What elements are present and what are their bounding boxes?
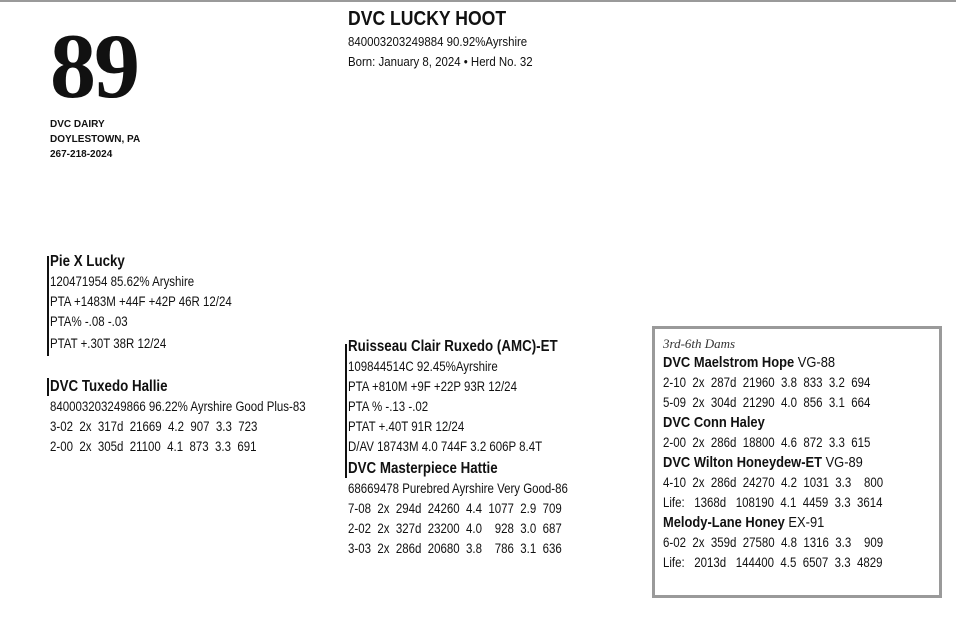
grandsire-line: D/AV 18743M 4.0 744F 3.2 606P 8.4T xyxy=(348,439,543,454)
granddam-line: 3-03 2x 286d 20680 3.8 786 3.1 636 xyxy=(348,541,562,556)
dam6-line: 6-02 2x 359d 27580 4.8 1316 3.3 909 xyxy=(663,535,884,550)
dam4-name: DVC Conn Haley xyxy=(663,414,765,431)
lot-number: 89 xyxy=(50,15,138,117)
sire-name: Pie X Lucky xyxy=(50,253,125,270)
maternal-grandsire-block xyxy=(348,336,592,457)
dam3-classification: VG-88 xyxy=(794,354,836,371)
dam3-line: 2-10 2x 287d 21960 3.8 833 3.2 694 xyxy=(663,375,871,390)
dam4-line: 2-00 2x 286d 18800 4.6 872 3.3 615 xyxy=(663,435,871,450)
owner-phone: 267-218-2024 xyxy=(50,149,113,160)
maternal-granddam-block xyxy=(348,458,607,559)
sire-line: PTA +1483M +44F +42P 46R 12/24 xyxy=(50,294,232,309)
owner-name: DVC DAIRY xyxy=(50,119,105,130)
sire-line: PTA% -.08 -.03 xyxy=(50,314,128,329)
owner-city: DOYLESTOWN, PA xyxy=(50,134,141,145)
dams-caption: 3rd-6th Dams xyxy=(663,336,736,351)
grandsire-line: 109844514C 92.45%Ayrshire xyxy=(348,359,498,374)
top-rule xyxy=(0,0,956,2)
dam6-classification: EX-91 xyxy=(784,514,825,531)
dam-line: 840003203249866 96.22% Ayrshire Good Plus-83 xyxy=(50,399,306,414)
animal-header xyxy=(348,6,558,72)
grandsire-bracket xyxy=(345,344,347,462)
grandsire-line: PTA % -.13 -.02 xyxy=(348,399,429,414)
dam5-classification: VG-89 xyxy=(821,454,863,471)
granddam-line: 7-08 2x 294d 24260 4.4 1077 2.9 709 xyxy=(348,501,562,516)
dam3-name: DVC Maelstrom Hope VG-88 xyxy=(663,354,836,371)
grandsire-line: PTAT +.40T 91R 12/24 xyxy=(348,419,465,434)
dam-block xyxy=(50,376,351,457)
animal-name: DVC LUCKY HOOT xyxy=(348,8,507,30)
owner-info xyxy=(50,117,140,162)
granddam-name: DVC Masterpiece Hattie xyxy=(348,460,498,477)
dam6-line: Life: 2013d 144400 4.5 6507 3.3 4829 xyxy=(663,555,883,570)
sire-line: PTAT +.30T 38R 12/24 xyxy=(50,336,167,351)
grandsire-name: Ruisseau Clair Ruxedo (AMC)-ET xyxy=(348,338,558,355)
granddam-line: 2-02 2x 327d 23200 4.0 928 3.0 687 xyxy=(348,521,562,536)
dam3-line: 5-09 2x 304d 21290 4.0 856 3.1 664 xyxy=(663,395,871,410)
sire-bracket xyxy=(47,256,49,356)
dam5-line: 4-10 2x 286d 24270 4.2 1031 3.3 800 xyxy=(663,475,884,490)
dam5-line: Life: 1368d 108190 4.1 4459 3.3 3614 xyxy=(663,495,883,510)
grandsire-line: PTA +810M +9F +22P 93R 12/24 xyxy=(348,379,517,394)
dam-line: 3-02 2x 317d 21669 4.2 907 3.3 723 xyxy=(50,419,258,434)
dam-bracket xyxy=(47,378,49,396)
dams-box xyxy=(652,326,942,598)
dam-name: DVC Tuxedo Hallie xyxy=(50,378,168,395)
sire-block xyxy=(50,251,264,354)
dam5-name: DVC Wilton Honeydew-ET VG-89 xyxy=(663,454,863,471)
animal-id: 840003203249884 90.92%Ayrshire xyxy=(348,34,528,49)
granddam-bracket xyxy=(345,460,347,478)
animal-born: Born: January 8, 2024 • Herd No. 32 xyxy=(348,54,533,69)
dam6-name: Melody-Lane Honey EX-91 xyxy=(663,514,825,531)
dam-line: 2-00 2x 305d 21100 4.1 873 3.3 691 xyxy=(50,439,257,454)
sire-line: 120471954 85.62% Aryshire xyxy=(50,274,195,289)
granddam-line: 68669478 Purebred Ayrshire Very Good-86 xyxy=(348,481,568,496)
